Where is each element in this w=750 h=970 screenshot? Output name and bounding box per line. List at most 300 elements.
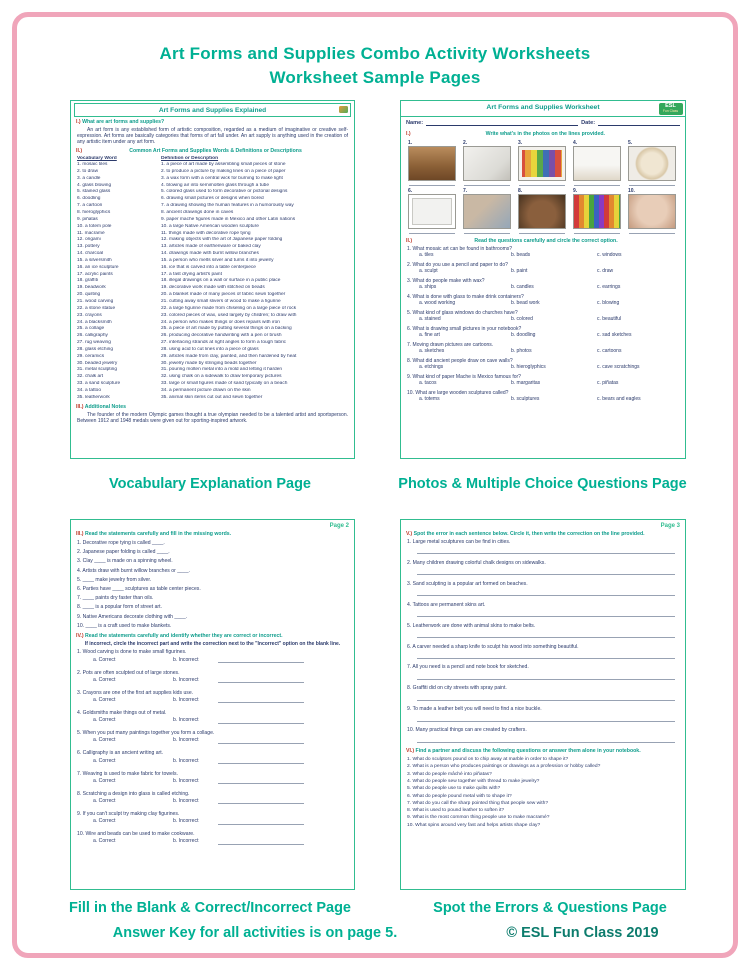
discussion-question: 8. What is used to pound leather to soften it?: [407, 808, 505, 814]
vocab-row: [77, 374, 348, 381]
fill-blank-item: 1. Decorative rope tying is called ____.: [77, 540, 165, 546]
page-number: Page 3: [660, 523, 680, 529]
photo-number: 3.: [518, 140, 523, 146]
question-options: [407, 332, 679, 338]
vocab-definition: 32. using chalk on a sidewalk to draw temporary pictures: [161, 374, 282, 380]
correction-line: [417, 608, 675, 617]
name-label: Name:: [406, 120, 424, 126]
statement-text: 3. Crayons are one of the first art supplies kids use.: [77, 689, 194, 696]
error-sentence: 2. Many children drawing colorful chalk designs on sidewalks.: [407, 559, 546, 566]
discussion-question: 10. What spins around very fast and helps artists shape clay?: [407, 822, 541, 828]
copyright-text: © ESL Fun Class 2019: [506, 925, 659, 941]
statement-text: 7. Weaving is used to make fabric for towels.: [77, 770, 178, 777]
section-1-heading: [406, 131, 680, 138]
correction-line: [218, 738, 304, 744]
discussion-question: 9. What is the most common thing people use to make macramé?: [407, 815, 550, 821]
mc-question: [407, 390, 679, 402]
option-a: a. totems: [419, 396, 440, 403]
correct-incorrect-item: [77, 690, 348, 704]
worksheet-header-title: Art Forms and Supplies Worksheet: [486, 104, 600, 111]
statement-options: [77, 737, 348, 743]
question-text: 5. What kind of glass windows do churches have?: [407, 310, 518, 316]
worksheet-vocabulary-page: [70, 100, 355, 459]
option-b: b. hieroglyphics: [511, 364, 546, 371]
section-2-heading: [406, 238, 680, 245]
option-b: b. photos: [511, 348, 532, 355]
question-options: [407, 284, 679, 290]
spot-error-item: [407, 664, 679, 679]
correction-line: [417, 692, 675, 701]
vocab-row: [77, 210, 348, 217]
fill-blank-item: 2. Japanese paper folding is called ____.: [77, 549, 170, 556]
option-c: c. windows: [597, 252, 622, 259]
vocab-word: 23. crayons: [77, 312, 102, 318]
photo-item: [573, 188, 623, 234]
correction-line: [218, 798, 304, 804]
vocab-row: [77, 237, 348, 244]
vocab-word: 18. graffiti: [77, 278, 98, 284]
correction-line: [218, 778, 304, 784]
incorrect-option: b. Incorrect: [173, 656, 199, 663]
vocab-row: [77, 367, 348, 374]
correct-option: a. Correct: [93, 717, 116, 724]
error-sentence: 10. Many practical things can are created by crafters.: [407, 727, 527, 734]
incorrect-option: b. Incorrect: [173, 818, 199, 825]
caption-spot-errors-page: Spot the Errors & Questions Page: [433, 900, 667, 916]
question-text: 4. What is done with glass to make drink containers?: [407, 294, 524, 300]
section-label: II.): [76, 147, 83, 154]
section-label: III.): [76, 531, 84, 537]
date-label: Date:: [581, 120, 596, 126]
vocab-row: [77, 258, 348, 265]
vocab-row: [77, 265, 348, 272]
section-title: Spot the error in each sentence below. Circle it, then write the correction on the line provided.: [413, 531, 645, 537]
discussion-question: 2. What is a person who produces paintings or drawings as a profession or hobby called?: [407, 764, 601, 770]
statement-options: [77, 657, 348, 663]
vocab-definition: 13. articles made of earthenware or baked clay: [161, 244, 261, 250]
error-sentence: 7. All you need is a pencil and note book for sketched.: [407, 664, 529, 671]
question-options: [407, 364, 679, 370]
correction-line: [218, 677, 304, 683]
correction-line: [417, 545, 675, 554]
photo-thumbnail: [463, 194, 511, 229]
vocab-row: [77, 313, 348, 320]
vocab-row: [77, 320, 348, 327]
error-sentence: 6. A carver needed a sharp knife to sculpt his wood into something beautiful.: [407, 643, 579, 650]
correct-incorrect-item: [77, 771, 348, 785]
photo-number: 8.: [518, 188, 523, 194]
vocab-row: [77, 203, 348, 210]
section-title: What are art forms and supplies?: [82, 119, 165, 125]
question-text: 9. What kind of paper Mache is Mexico famous for?: [407, 374, 521, 380]
section-title: Common Art Forms and Supplies Words & Definitions or Descriptions: [129, 147, 302, 154]
vocab-definition: 10. a large Native American wooden sculpture: [161, 223, 259, 229]
worksheet-header: [74, 103, 351, 117]
vocab-definition: 21. cutting away small slivers of wood to make a figurine: [161, 298, 281, 304]
statement-text: 10. Wire and beads can be used to make cookware.: [77, 831, 195, 838]
vocab-definition: 22. a large figurine made from chiseling on a large piece of rock: [161, 305, 297, 311]
error-sentence: 4. Tattoos are permanent skins art.: [407, 601, 486, 608]
vocab-row: [77, 340, 348, 347]
question-options: [407, 396, 679, 402]
vocab-row: [77, 217, 348, 224]
photo-number: 9.: [573, 188, 578, 194]
statement-options: [77, 677, 348, 683]
section-title: Find a partner and discuss the following questions or answer them alone in your notebook.: [415, 748, 641, 755]
option-a: a. wood working: [419, 300, 456, 307]
option-b: b. margaritas: [511, 380, 541, 387]
vocab-row: [77, 196, 348, 203]
vocab-definition: 6. drawing small pictures or designs when bored: [161, 196, 264, 202]
option-a: a. stained: [419, 316, 441, 323]
vocab-word: 14. charcoal: [77, 251, 104, 257]
incorrect-option: b. Incorrect: [173, 697, 199, 704]
question-text: 2. What do you use a pencil and paper to do?: [407, 262, 508, 268]
photo-number: 5.: [628, 140, 633, 146]
worksheet-photos-mc-page: [400, 100, 686, 459]
worksheet-spot-errors-page: [400, 519, 686, 890]
fill-blank-item: 5. ____ make jewelry from silver.: [77, 576, 152, 583]
correct-incorrect-list: [71, 649, 354, 844]
option-b: b. doodling: [511, 332, 536, 339]
statement-options: [77, 798, 348, 804]
statement-options: [77, 758, 348, 764]
vocab-word: 25. a collage: [77, 326, 105, 332]
section-5-heading: [406, 531, 680, 538]
worksheet-header-title: Art Forms and Supplies Explained: [158, 106, 267, 114]
vocab-word: 17. acrylic paints: [77, 271, 113, 277]
correction-line: [417, 629, 675, 638]
correct-option: a. Correct: [93, 656, 116, 663]
incorrect-option: b. Incorrect: [173, 838, 199, 845]
vocab-definition: 9. paper mache figures made in Mexico and other Latin nations: [161, 216, 296, 222]
option-c: c. blowing: [597, 300, 620, 307]
vocab-row: [77, 395, 348, 402]
incorrect-option: b. Incorrect: [173, 717, 199, 724]
fill-blank-item: 7. ____ paints dry faster than oils.: [77, 595, 154, 602]
vocab-definition: 19. decorative work made with stitched on beads: [161, 285, 265, 291]
vocab-definition: 2. to produce a picture by making lines on a piece of paper: [161, 168, 286, 174]
vocab-word-column-header: Vocabulary Word: [77, 155, 117, 161]
vocab-word: 4. glass blowing: [77, 182, 112, 188]
vocab-definition: 34. a permanent picture drawn on the skin: [161, 387, 251, 393]
option-c: c. sad sketches: [597, 332, 632, 339]
section-label: VI.): [406, 748, 415, 755]
vocab-row: [77, 183, 348, 190]
question-options: [407, 380, 679, 386]
vocab-definition: 20. a blanket made of many pieces of fabric sewn together: [161, 292, 286, 298]
photo-thumbnail: [573, 146, 621, 181]
logo-subtext: Fun Class: [662, 109, 679, 113]
vocab-row: [77, 278, 348, 285]
correct-option: a. Correct: [93, 676, 116, 683]
photo-item: [463, 140, 513, 186]
vocab-word: 32. chalk art: [77, 374, 104, 380]
photo-number: 4.: [573, 140, 578, 146]
vocab-definition: 1. a piece of art made by assembling small pieces of stone: [161, 162, 286, 168]
photo-answer-line: [574, 229, 620, 234]
date-blank-line: [598, 119, 680, 126]
vocab-word: 35. leatherwork: [77, 394, 110, 400]
photo-thumbnail: [408, 146, 456, 181]
correct-option: a. Correct: [93, 777, 116, 784]
intro-paragraph: An art form is any established form of artistic composition, regarded as a medium of imaginative or creative self-expression. Art forms are basically categories that forms of art fall under. An art supply is anything used in the creation of any artistic item under any art form.: [77, 127, 348, 146]
photo-answer-line: [629, 181, 675, 186]
vocab-word: 8. hieroglyphics: [77, 210, 111, 216]
option-b: b. paint: [511, 268, 528, 275]
correct-incorrect-item: [77, 811, 348, 825]
spot-error-item: [407, 602, 679, 617]
vocab-row: [77, 381, 348, 388]
correction-line: [218, 758, 304, 764]
vocab-definition: 18. illegal drawings on a wall or surface in a public place: [161, 278, 281, 284]
vocab-definition: 7. a drawing showing the human features in a humorously way: [161, 203, 294, 209]
correct-option: a. Correct: [93, 757, 116, 764]
section-label: I.): [406, 131, 411, 137]
correction-line: [218, 718, 304, 724]
question-options: [407, 348, 679, 354]
vocab-definition: 25. a piece of art made by putting several things on a backing: [161, 326, 292, 332]
statement-options: [77, 778, 348, 784]
discussion-question: 7. What do you call the sharp pointed thing that people sew with?: [407, 800, 549, 806]
discussion-question: 1. What do sculptors pound on to chip away at marble in order to shape it?: [407, 757, 569, 763]
correct-option: a. Correct: [93, 838, 116, 845]
photo-answer-line: [464, 229, 510, 234]
correction-line: [417, 566, 675, 575]
vocab-word: 30. beaded jewelry: [77, 360, 118, 366]
vocab-definition: 17. a fast drying artist's paint: [161, 271, 222, 277]
photo-number: 2.: [463, 140, 468, 146]
question-text: 3. What do people make with wax?: [407, 278, 485, 284]
vocab-row: [77, 299, 348, 306]
mc-question: [407, 326, 679, 338]
caption-vocabulary-page: Vocabulary Explanation Page: [109, 476, 311, 492]
discussion-question: 3. What do people mâché into piñatas?: [407, 771, 492, 777]
option-b: b. candles: [511, 284, 534, 291]
fill-blank-item: 4. Artists draw with burnt willow branches or ____.: [77, 567, 190, 574]
correction-line: [218, 657, 304, 663]
vocab-word: 29. ceramics: [77, 353, 105, 359]
vocab-word: 28. glass etching: [77, 346, 114, 352]
photo-thumbnail: [518, 146, 566, 181]
question-text: 7. Moving drawn pictures are cartoons.: [407, 342, 494, 348]
option-c: c. earrings: [597, 284, 621, 291]
photo-grid: [401, 139, 685, 236]
option-a: a. etchings: [419, 364, 444, 371]
photo-thumbnail: [463, 146, 511, 181]
vocab-row: [77, 306, 348, 313]
incorrect-option: b. Incorrect: [173, 777, 199, 784]
vocab-word: 3. a candle: [77, 175, 101, 181]
vocab-word: 27. rug weaving: [77, 340, 111, 346]
incorrect-option: b. Incorrect: [173, 798, 199, 805]
option-b: b. beads: [511, 252, 531, 259]
vocab-definition: 31. pouring molten metal into a mold and letting it harden: [161, 367, 283, 373]
photo-item: [628, 140, 678, 186]
answer-key-note: Answer Key for all activities is on page 5.: [112, 925, 398, 941]
vocab-definition: 5. colored glass used to form decorative or pictorial designs: [161, 189, 288, 195]
vocab-definition: 33. large or small figures made of sand typically on a beach: [161, 381, 288, 387]
section-6-heading: [406, 748, 680, 755]
option-a: a. ships: [419, 284, 437, 291]
option-a: a. sketches: [419, 348, 445, 355]
esl-logo-icon: [339, 106, 348, 113]
option-c: c. piñatas: [597, 380, 619, 387]
vocab-row: [77, 176, 348, 183]
section-label: IV.): [76, 633, 84, 640]
vocab-word: 13. pottery: [77, 244, 100, 250]
correct-option: a. Correct: [93, 737, 116, 744]
option-b: b. sculptures: [511, 396, 540, 403]
vocab-row: [77, 224, 348, 231]
vocab-definition: 3. a wax form with a central wick for burning to make light: [161, 175, 283, 181]
vocab-word: 22. a stone statue: [77, 305, 116, 311]
correct-incorrect-item: [77, 670, 348, 684]
title-line-2: Worksheet Sample Pages: [269, 68, 481, 87]
photo-answer-line: [409, 229, 455, 234]
vocab-row: [77, 326, 348, 333]
correct-option: a. Correct: [93, 818, 116, 825]
statement-text: 5. When you put many paintings together you form a collage.: [77, 730, 215, 737]
option-a: a. sculpt: [419, 268, 438, 275]
vocab-row: [77, 169, 348, 176]
vocab-definition: 8. ancient drawings done in caves: [161, 210, 234, 216]
section-label: V.): [406, 531, 413, 537]
section-3-heading: [76, 404, 349, 411]
incorrect-option: b. Incorrect: [173, 676, 199, 683]
vocab-word: 2. to draw: [77, 168, 99, 174]
question-options: [407, 316, 679, 322]
vocab-word: 33. a sand sculpture: [77, 381, 121, 387]
photo-item: [518, 140, 568, 186]
caption-fill-blank-page: Fill in the Blank & Correct/Incorrect Page: [68, 900, 351, 916]
vocab-word: 26. calligraphy: [77, 333, 108, 339]
section-title: Additional Notes: [84, 403, 126, 410]
question-options: [407, 300, 679, 306]
statement-text: 4. Goldsmiths make things out of metal.: [77, 710, 167, 716]
section-2-heading: [76, 148, 349, 155]
correct-incorrect-item: [77, 791, 348, 805]
option-c: c. cave scratchings: [597, 364, 640, 371]
error-sentence: 1. Large metal sculptures can be find in cities.: [407, 539, 511, 545]
vocab-word: 10. a totem pole: [77, 223, 112, 229]
photo-item: [408, 188, 458, 234]
vocab-row: [77, 251, 348, 258]
error-sentence: 5. Leatherwork are done with animal skins to make belts.: [407, 622, 536, 629]
vocab-row: [77, 189, 348, 196]
mc-question: [407, 294, 679, 306]
mc-question-list: [401, 246, 685, 402]
title-line-1: Art Forms and Supplies Combo Activity Worksheets: [159, 44, 591, 63]
photo-number: 10.: [628, 188, 635, 194]
vocab-word: 15. a silversmith: [77, 257, 112, 263]
error-sentence: 3. Sand sculpting is a popular art formed on beaches.: [407, 580, 528, 587]
discussion-question: 5. What do people use to make quilts with?: [407, 786, 501, 792]
photo-answer-line: [574, 181, 620, 186]
vocab-word: 5. stained glass: [77, 189, 111, 195]
option-a: a. tacos: [419, 380, 437, 387]
caption-photos-mc-page: Photos & Multiple Choice Questions Page: [398, 476, 687, 492]
correction-line: [417, 713, 675, 722]
vocab-word: 24. a blacksmith: [77, 319, 112, 325]
fill-blank-item: 6. Parties have ____ sculptures as table center pieces.: [77, 586, 201, 593]
worksheet-fill-blank-page: [70, 519, 355, 890]
correct-incorrect-item: [77, 649, 348, 663]
vocab-definition: 4. blowing air into semimolten glass through a tube: [161, 182, 269, 188]
option-c: c. draw: [597, 268, 614, 275]
mc-question: [407, 278, 679, 290]
spot-error-item: [407, 727, 679, 742]
spot-error-item: [407, 685, 679, 700]
spot-error-item: [407, 539, 679, 554]
photo-answer-line: [464, 181, 510, 186]
vocab-definition: 29. articles made from clay, painted, and then hardened by heat: [161, 353, 297, 359]
vocab-definition: 30. jewelry made by stringing beads together: [161, 360, 257, 366]
vocab-word: 31. metal sculpting: [77, 367, 117, 373]
option-a: a. tiles: [419, 252, 434, 259]
fill-blank-list: [71, 539, 354, 631]
vocab-word: 34. a tattoo: [77, 387, 102, 393]
worksheet-header: [401, 101, 685, 117]
photo-thumbnail: [628, 146, 676, 181]
vocab-definition: 35. animal skin items cut out and sewn together: [161, 394, 263, 400]
section-title: Read the questions carefully and circle the correct option.: [474, 238, 618, 244]
mc-question: [407, 358, 679, 370]
esl-fun-class-logo: [659, 103, 683, 115]
question-options: [407, 268, 679, 274]
vocab-row: [77, 292, 348, 299]
statement-text: 2. Pots are often sculpted out of large stones.: [77, 669, 180, 676]
vocab-word: 6. doodling: [77, 196, 101, 202]
vocab-definition: 28. using acid to cut lines into a piece of glass: [161, 346, 259, 352]
vocab-definition: 27. interlacing strands at right angles to form a tough fabric: [161, 340, 287, 346]
correction-line: [417, 650, 675, 659]
vocab-definition: 24. a person who makes things or does repairs with iron: [161, 319, 280, 325]
question-text: 10. What are large wooden sculptures called?: [407, 390, 509, 396]
fill-blank-item: 10. ____ is a craft used to make blankets.: [77, 622, 172, 629]
vocab-definition: 12. making objects with the art of Japanese paper folding: [161, 237, 283, 243]
vocab-row: [77, 162, 348, 169]
discussion-question: 4. What do people sew together with thread to make jewelry?: [407, 778, 540, 784]
photo-number: 6.: [408, 188, 413, 194]
statement-options: [77, 838, 348, 844]
additional-notes: The founder of the modern Olympic games thought a true olympian needed to be a talented artist and sportsperson. Between 1912 and 1948 medals were given out for sporting-inspired artwork.: [77, 411, 348, 424]
correct-incorrect-item: [77, 831, 348, 845]
question-text: 8. What did ancient people draw on cave walls?: [407, 358, 513, 364]
vocab-word: 21. wood carving: [77, 298, 114, 304]
spot-error-item: [407, 581, 679, 596]
vocab-word: 19. beadwork: [77, 285, 106, 291]
photo-thumbnail: [628, 194, 676, 229]
spot-error-item: [407, 706, 679, 721]
section-label: I.): [76, 119, 81, 125]
statement-text: 6. Calligraphy is an ancient writing art.: [77, 750, 164, 757]
incorrect-option: b. Incorrect: [173, 737, 199, 744]
page-number: Page 2: [329, 523, 349, 529]
question-text: 6. What is drawing small pictures in your notebook?: [407, 326, 522, 332]
mc-question: [407, 342, 679, 354]
photo-answer-line: [519, 181, 565, 186]
vocab-row: [77, 388, 348, 395]
question-options: [407, 252, 679, 258]
option-c: c. cartoons: [597, 348, 622, 355]
statement-options: [77, 818, 348, 824]
statement-text: 1. Wood carving is done to make small figurines.: [77, 649, 187, 656]
photo-item: [518, 188, 568, 234]
vocab-definition: 26. producing decorative handwriting with a pen or brush: [161, 333, 282, 339]
photo-thumbnail: [408, 194, 456, 229]
spot-error-item: [407, 644, 679, 659]
